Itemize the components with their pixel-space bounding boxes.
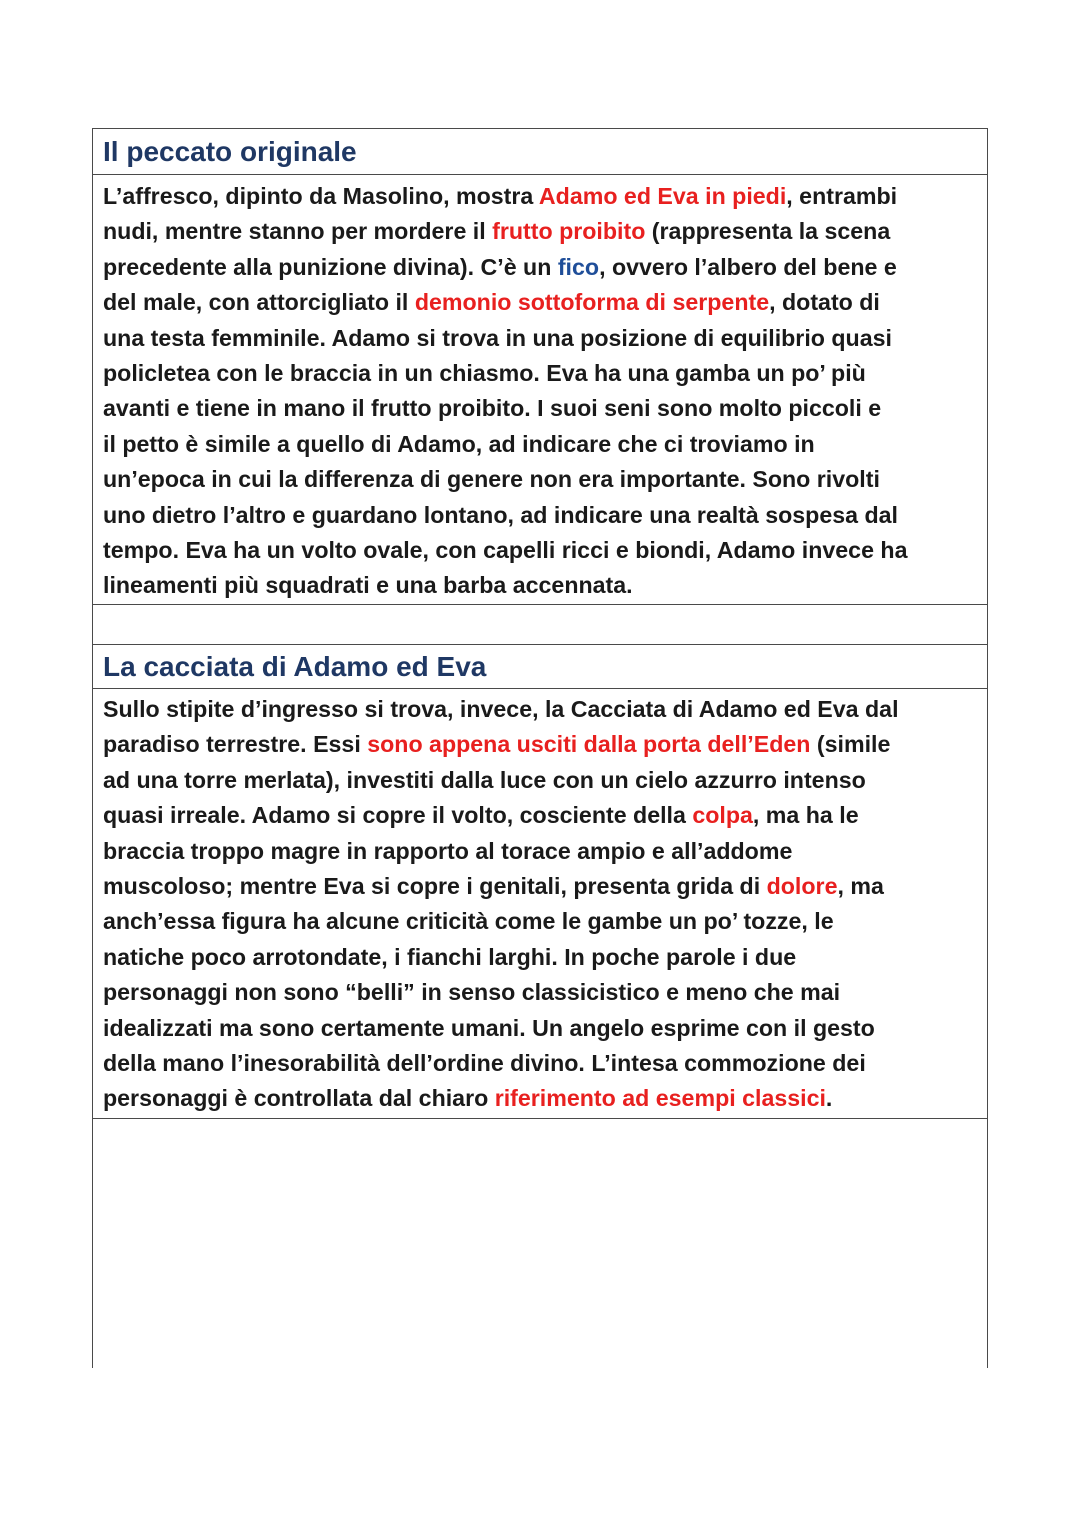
document-table [92,128,988,1368]
text-line [103,904,979,939]
highlighted-text: dolore [766,873,838,900]
text-segment: del male, con attorcigliato il [103,289,415,316]
text-line [103,285,979,320]
highlighted-text: fico [557,253,600,280]
text-segment: un’epoca in cui la differenza di genere non era importante. Sono rivolti [103,466,880,493]
text-segment: nudi, mentre stanno per mordere il [103,218,493,245]
text-line [103,391,979,426]
text-line [103,214,979,249]
text-segment: uno dietro l’altro e guardano lontano, ad indicare una realtà sospesa dal [103,501,898,528]
text-line [103,179,979,214]
text-segment: avanti e tiene in mano il frutto proibito. I suoi seni sono molto piccoli e [103,395,882,422]
text-segment: tempo. Eva ha un volto ovale, con capelli ricci e biondi, Adamo invece ha [103,537,908,564]
text-segment: lineamenti più squadrati e una barba accennata. [103,572,633,599]
section-2-title-cell [93,645,987,689]
text-segment: personaggi non sono “belli” in senso classicistico e meno che mai [103,979,841,1006]
text-line [103,692,979,727]
section-2-body [93,689,987,1117]
text-line [103,940,979,975]
text-segment: (simile [810,731,891,758]
highlighted-text: demonio sottoforma di serpente [414,289,770,316]
text-segment: della mano l’inesorabilità dell’ordine divino. L’intesa commozione dei [103,1050,866,1077]
highlighted-text: riferimento ad esempi classici [494,1085,826,1112]
text-segment: , ovvero l’albero del bene e [599,253,897,280]
section-title: La cacciata di Adamo ed Eva [103,651,487,682]
highlighted-text: sono appena usciti dalla porta dell’Eden [367,731,811,758]
text-segment: natiche poco arrotondate, i fianchi larghi. In poche parole i due [103,943,797,970]
text-segment: personaggi è controllata dal chiaro [103,1085,495,1112]
text-line [103,533,979,568]
text-line [103,498,979,533]
text-segment: idealizzati ma sono certamente umani. Un angelo esprime con il gesto [103,1014,875,1041]
text-segment: braccia troppo magre in rapporto al torace ampio e all’addome [103,837,793,864]
text-segment: , ma ha le [752,802,859,829]
text-segment: Sullo stipite d’ingresso si trova, invece, la Cacciata di Adamo ed Eva dal [103,696,899,722]
text-line [103,763,979,798]
section-title: Il peccato originale [103,136,357,167]
text-line [103,250,979,285]
text-line [103,1011,979,1046]
text-line [103,869,979,904]
highlighted-text: frutto proibito [492,218,646,245]
text-segment: il petto è simile a quello di Adamo, ad indicare che ci troviamo in [103,430,815,457]
text-line [103,798,979,833]
text-line [103,727,979,762]
text-segment: , entrambi [786,183,898,209]
text-line [103,427,979,462]
section-1-body [93,175,987,604]
text-segment: ad una torre merlata), investiti dalla luce con un cielo azzurro intenso [103,766,866,793]
text-segment: anch’essa figura ha alcune criticità come le gambe un po’ tozze, le [103,908,834,935]
text-line [103,356,979,391]
text-line [103,834,979,869]
section-1-title-cell [93,129,987,175]
text-segment: una testa femminile. Adamo si trova in una posizione di equilibrio quasi [103,324,892,351]
text-segment: quasi irreale. Adamo si copre il volto, cosciente della [103,802,693,829]
text-line [103,1081,979,1116]
spacer-row [93,605,987,645]
text-segment: precedente alla punizione divina). C’è un [103,253,558,280]
highlighted-text: colpa [692,802,753,829]
text-segment: paradiso terrestre. Essi [103,731,368,758]
highlighted-text: Adamo ed Eva in piedi [538,183,787,209]
text-segment: muscoloso; mentre Eva si copre i genitali, presenta grida di [103,873,767,900]
text-segment: , ma [837,873,884,900]
text-segment: , dotato di [769,289,880,316]
text-segment: (rappresenta la scena [645,218,891,245]
text-segment: policletea con le braccia in un chiasmo. Eva ha una gamba un po’ più [103,360,866,387]
text-line [103,1046,979,1081]
text-line [103,975,979,1010]
text-line [103,321,979,356]
text-segment: . [825,1085,833,1112]
text-line [103,568,979,603]
text-line [103,462,979,497]
section-1-body-cell [93,175,987,605]
text-segment: L’affresco, dipinto da Masolino, mostra [103,183,539,209]
empty-cell [93,1119,987,1369]
section-2-body-cell [93,689,987,1119]
